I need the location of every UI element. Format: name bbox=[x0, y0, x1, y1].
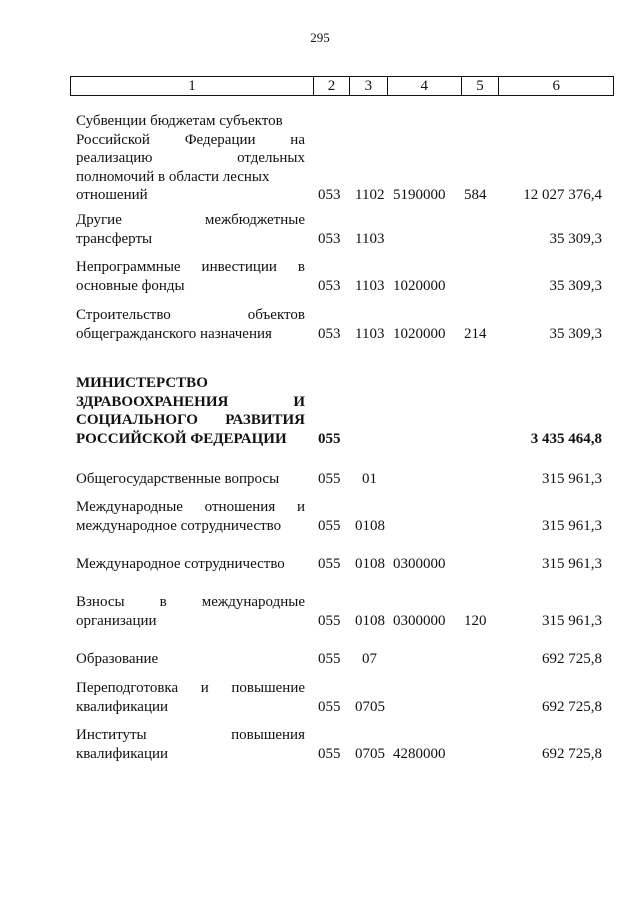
description-line: РОССИЙСКОЙ ФЕДЕРАЦИИ bbox=[76, 430, 287, 447]
description-line: Международные отношения и bbox=[76, 499, 305, 515]
row-section-code: 0108 bbox=[355, 556, 385, 572]
description-line: СОЦИАЛЬНОГО РАЗВИТИЯ bbox=[76, 412, 305, 429]
row-ministry-code: 055 bbox=[318, 471, 341, 487]
description-line: Институты повышения bbox=[76, 727, 305, 743]
header-cell-target: 4 bbox=[388, 77, 462, 95]
row-ministry-code: 055 bbox=[318, 651, 341, 667]
row-ministry-code: 055 bbox=[318, 698, 341, 715]
row-description bbox=[76, 112, 305, 205]
row-ministry-code: 053 bbox=[318, 325, 341, 342]
row-target-code: 4280000 bbox=[393, 745, 446, 762]
row-description bbox=[76, 726, 305, 763]
row-section-code: 1103 bbox=[355, 277, 385, 294]
row-section-code: 1103 bbox=[355, 325, 385, 342]
row-section-code: 0108 bbox=[355, 612, 385, 629]
row-target-code: 5190000 bbox=[393, 187, 446, 204]
row-ministry-code: 055 bbox=[318, 556, 341, 572]
row-description bbox=[76, 258, 305, 295]
description-line: МИНИСТЕРСТВО bbox=[76, 375, 208, 391]
table-header bbox=[70, 76, 614, 96]
row-ministry-code: 055 bbox=[318, 517, 341, 534]
row-description bbox=[76, 593, 305, 630]
row-section-code: 0705 bbox=[355, 745, 385, 762]
description-line: реализацию отдельных bbox=[76, 150, 305, 167]
header-cell-description: 1 bbox=[71, 77, 314, 95]
row-ministry-code: 055 bbox=[318, 612, 341, 629]
description-line: отношений bbox=[76, 187, 148, 204]
row-amount: 35 309,3 bbox=[549, 325, 602, 342]
row-section-code: 0108 bbox=[355, 517, 385, 534]
description-line: трансферты bbox=[76, 230, 153, 247]
header-cell-amount: 6 bbox=[552, 78, 560, 94]
page-number: 295 bbox=[310, 30, 330, 45]
row-amount: 692 725,8 bbox=[542, 698, 602, 715]
row-description bbox=[76, 498, 305, 535]
row-section-code: 01 bbox=[362, 471, 377, 487]
description-line: организации bbox=[76, 612, 157, 629]
row-description bbox=[76, 211, 305, 248]
row-section-code: 1102 bbox=[355, 187, 385, 204]
row-description bbox=[76, 306, 305, 343]
description-line: квалификации bbox=[76, 698, 169, 715]
row-amount: 35 309,3 bbox=[549, 230, 602, 247]
row-target-code: 0300000 bbox=[393, 612, 446, 629]
row-section-code: 07 bbox=[362, 651, 377, 667]
description-line: Переподготовка и повышение bbox=[76, 680, 305, 696]
description-line: Другие межбюджетные bbox=[76, 212, 305, 228]
row-section-code: 0705 bbox=[355, 698, 385, 715]
description-line: общегражданского назначения bbox=[76, 325, 272, 342]
row-target-code: 0300000 bbox=[393, 556, 446, 572]
row-amount: 35 309,3 bbox=[549, 277, 602, 294]
row-description bbox=[76, 679, 305, 716]
description-line: основные фонды bbox=[76, 277, 185, 294]
row-amount: 3 435 464,8 bbox=[530, 430, 602, 447]
description-line: Субвенции бюджетам субъектов bbox=[76, 113, 283, 129]
row-amount: 315 961,3 bbox=[542, 556, 602, 572]
description-line: Строительство объектов bbox=[76, 307, 305, 323]
description-line: Международное сотрудничество bbox=[76, 556, 285, 572]
row-ministry-code: 055 bbox=[318, 745, 341, 762]
row-target-code: 1020000 bbox=[393, 277, 446, 294]
row-target-code: 1020000 bbox=[393, 325, 446, 342]
row-amount: 692 725,8 bbox=[542, 745, 602, 762]
row-amount: 315 961,3 bbox=[542, 517, 602, 534]
row-amount: 315 961,3 bbox=[542, 612, 602, 629]
row-type-code: 584 bbox=[464, 187, 487, 204]
row-description bbox=[76, 650, 305, 669]
row-type-code: 120 bbox=[464, 612, 487, 629]
ministry-title bbox=[76, 374, 305, 448]
header-cell-section: 3 bbox=[350, 77, 388, 95]
row-section-code: 1103 bbox=[355, 230, 385, 247]
description-line: Российской Федерации на bbox=[76, 131, 305, 148]
description-line: квалификации bbox=[76, 745, 169, 762]
row-description bbox=[76, 470, 305, 489]
row-amount: 692 725,8 bbox=[542, 651, 602, 667]
row-ministry-code: 053 bbox=[318, 187, 341, 204]
description-line: ЗДРАВООХРАНЕНИЯ И bbox=[76, 393, 305, 410]
description-line: Общегосударственные вопросы bbox=[76, 471, 280, 487]
row-type-code: 214 bbox=[464, 325, 487, 342]
row-description bbox=[76, 555, 305, 574]
row-amount: 315 961,3 bbox=[542, 471, 602, 487]
description-line: Образование bbox=[76, 651, 159, 667]
row-ministry-code: 055 bbox=[318, 430, 341, 447]
header-cell-type: 5 bbox=[462, 77, 500, 95]
row-ministry-code: 053 bbox=[318, 230, 341, 247]
description-line: полномочий в области лесных bbox=[76, 168, 270, 185]
header-cell-ministry: 2 bbox=[314, 77, 350, 95]
description-line: Непрограммные инвестиции в bbox=[76, 259, 305, 275]
row-amount: 12 027 376,4 bbox=[523, 187, 602, 204]
description-line: Взносы в международные bbox=[76, 594, 305, 610]
row-ministry-code: 053 bbox=[318, 277, 341, 294]
description-line: международное сотрудничество bbox=[76, 517, 282, 534]
